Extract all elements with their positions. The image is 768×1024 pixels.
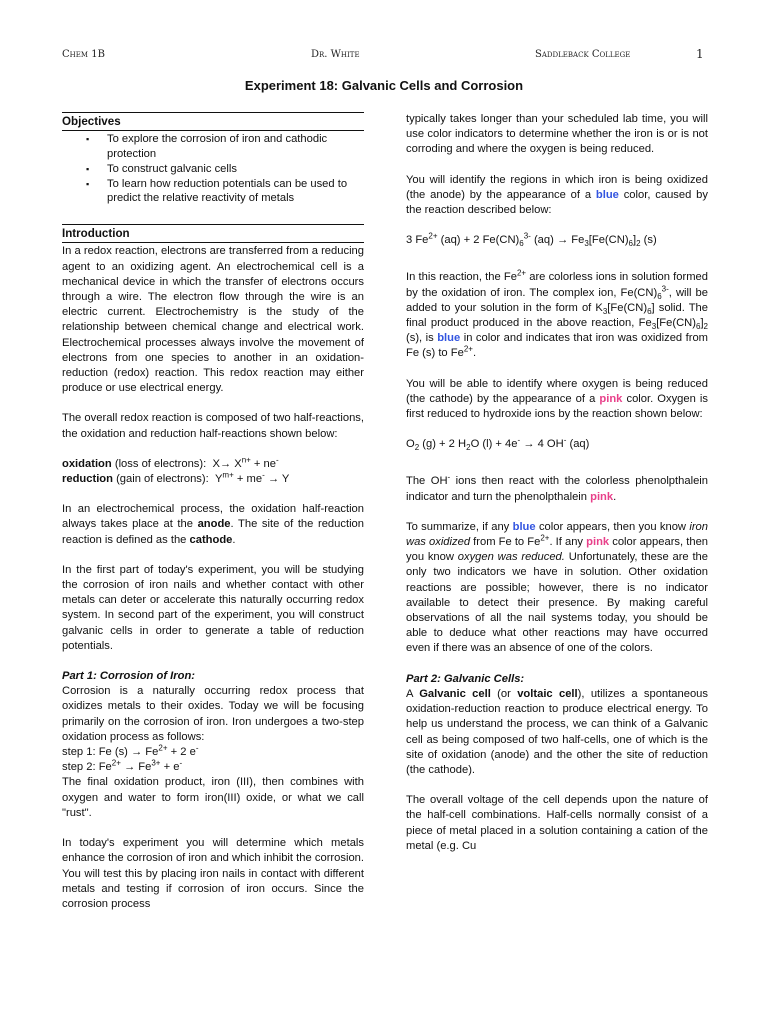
bullet-icon: ▪ xyxy=(86,178,90,189)
intro-paragraph-4: In the first part of today's experiment, you will be studying the corrosion of iron nails and whether contact with other metals can deter or accelerate this naturally occurring redox system. In second part of the experiment, you will construct galvanic cells in order to generate a table of reduction potentials. xyxy=(62,563,364,652)
right-column xyxy=(406,112,708,869)
list-item xyxy=(62,162,364,177)
oxidation-equation: oxidation (loss of electrons): $X\to X^{n+} + ne^-$ xyxy=(62,455,279,470)
right-paragraph-3: In this reaction, the $Fe^{2+}$ are colorless ions in solution formed by the oxidation of iron. The complex ion, $Fe(CN)_6^{3-}$, will be added to your solution in the form of $K_3[Fe(CN)_6]$ solid. The final product produced in the above reaction, $Fe_3[Fe(CN)_6]_2$ (s), is blue in color and indicates that iron was oxidized from Fe (s) to $Fe^{2+}$. xyxy=(406,268,709,360)
objectives-heading: Objectives xyxy=(62,112,364,131)
page-title: Experiment 18: Galvanic Cells and Corrosion xyxy=(244,78,524,93)
right-paragraph-2: You will identify the regions in which iron is being oxidized (the anode) by the appearance of a blue color, caused by the reaction described below: xyxy=(406,173,708,217)
objective-text: To explore the corrosion of iron and cathodic protection xyxy=(107,133,328,160)
part1-paragraph-1: Corrosion is a naturally occurring redox process that oxidizes metals to their oxides. Today we will be focusing primarily on the corrosion of iron. Iron undergoes a two-step oxidation process as follows: xyxy=(62,685,364,743)
part1-paragraph-2: The final oxidation product, iron (III), then combines with oxygen and water to form iron(III) oxide, or what we call "rust". xyxy=(62,776,364,819)
part2-heading: Part 2: Galvanic Cells: xyxy=(406,672,525,685)
intro-paragraph-1: In a redox reaction, electrons are transferred from a reducing agent to an oxidizing agent. An electrochemical cell is a mechanical device in which the transfer of electrons occurs through a wire. The electron flow through the wire is an electric current. Electrochemistry is the study of the relationship between chemical change and electrical work. Electrochemical processes always involve the movement of electrons from one species to another in an oxidation-reduction (redox) reaction. This redox reaction may either produce or use electrical energy. xyxy=(62,245,364,395)
header-college: Saddleback College xyxy=(535,49,631,60)
right-paragraph-5: The OH- ions then react with the colorless phenolpthalein indicator and turn the phenolpthalein pink. xyxy=(406,472,708,503)
left-column xyxy=(62,112,364,927)
part2-paragraph-2: The overall voltage of the cell depends upon the nature of the half-cell combinations. Half-cells normally consist of a piece of metal placed in a solution containing a cation of the metal (e.g. Cu xyxy=(406,794,708,852)
page-number: 1 xyxy=(696,47,704,61)
bullet-icon: ▪ xyxy=(86,163,90,174)
intro-paragraph-2: The overall redox reaction is composed of two half-reactions, the oxidation and reduction half-reactions shown below: xyxy=(62,412,364,440)
objective-text: To learn how reduction potentials can be used to predict the relative reactivity of metals xyxy=(107,177,348,205)
header-course: Chem 1B xyxy=(62,49,105,60)
right-paragraph-6: To summarize, if any blue color appears, then you know iron was oxidized from Fe to $Fe^{2+}$. If any pink color appears, then you know oxygen was reduced. Unfortunately, these are the only two indicators we have in solution. Other oxidation reactions are possible; however, there is no indicator available to detect their presence. By making careful observations of all the nail systems today, you should be able to deduce what other reactions may have occurred even if there was an absence of one of the colors. xyxy=(406,520,709,655)
objectives-list xyxy=(62,132,364,206)
step2-equation: step 2: $Fe^{2+} \to Fe^{3+} + e^-$ xyxy=(62,758,183,774)
right-paragraph-1: typically takes longer than your scheduled lab time, you will use color indicators to determine whether the iron is or is not corroding and where the oxygen is being reduced. xyxy=(406,113,708,156)
list-item xyxy=(62,132,364,162)
step1-equation: step 1: Fe $(s) \to Fe^{2+} + 2$ e- xyxy=(62,743,199,759)
reduction-equation: reduction (gain of electrons): $Y^{m+} + me^- \to Y$ xyxy=(62,470,290,486)
blue-reaction-equation: 3 $Fe^{2+}$ (aq) + 2 $Fe(CN)_6^{3-}$ $(aq) \to Fe_3[Fe(CN)_6]_2$ (s) xyxy=(406,231,657,249)
header-instructor: Dr. White xyxy=(311,49,360,60)
bullet-icon: ▪ xyxy=(86,134,90,145)
intro-paragraph-3: In an electrochemical process, the oxidation half-reaction always takes place at the anode. The site of the reduction reaction is defined as the cathode. xyxy=(62,503,365,546)
introduction-heading: Introduction xyxy=(62,224,364,243)
part2-paragraph-1: A Galvanic cell (or voltaic cell), utilizes a spontaneous oxidation-reduction reaction to produce electrical energy. To help us understand the process, we can think of a Galvanic cell as being composed of two half-cells, one of which is the site of oxidation (anode) and the other the site of reduction (the cathode). xyxy=(406,687,709,776)
objective-text: To construct galvanic cells xyxy=(107,162,237,175)
part1-heading: Part 1: Corrosion of Iron: xyxy=(62,670,196,683)
part1-paragraph-3: In today's experiment you will determine which metals enhance the corrosion of iron and which inhibit the corrosion. You will test this by placing iron nails in contact with different metals and testing if corrosion of iron occurs. Since the corrosion process xyxy=(62,837,364,910)
pink-reaction-equation: $O_2$ (g) + 2 $H_2O$ (l) + 4e- → 4 OH- (aq) xyxy=(406,435,590,453)
list-item xyxy=(62,177,364,207)
right-paragraph-4: You will be able to identify where oxygen is being reduced (the cathode) by the appearance of a pink color. Oxygen is first reduced to hydroxide ions by the reaction shown below: xyxy=(406,377,708,421)
